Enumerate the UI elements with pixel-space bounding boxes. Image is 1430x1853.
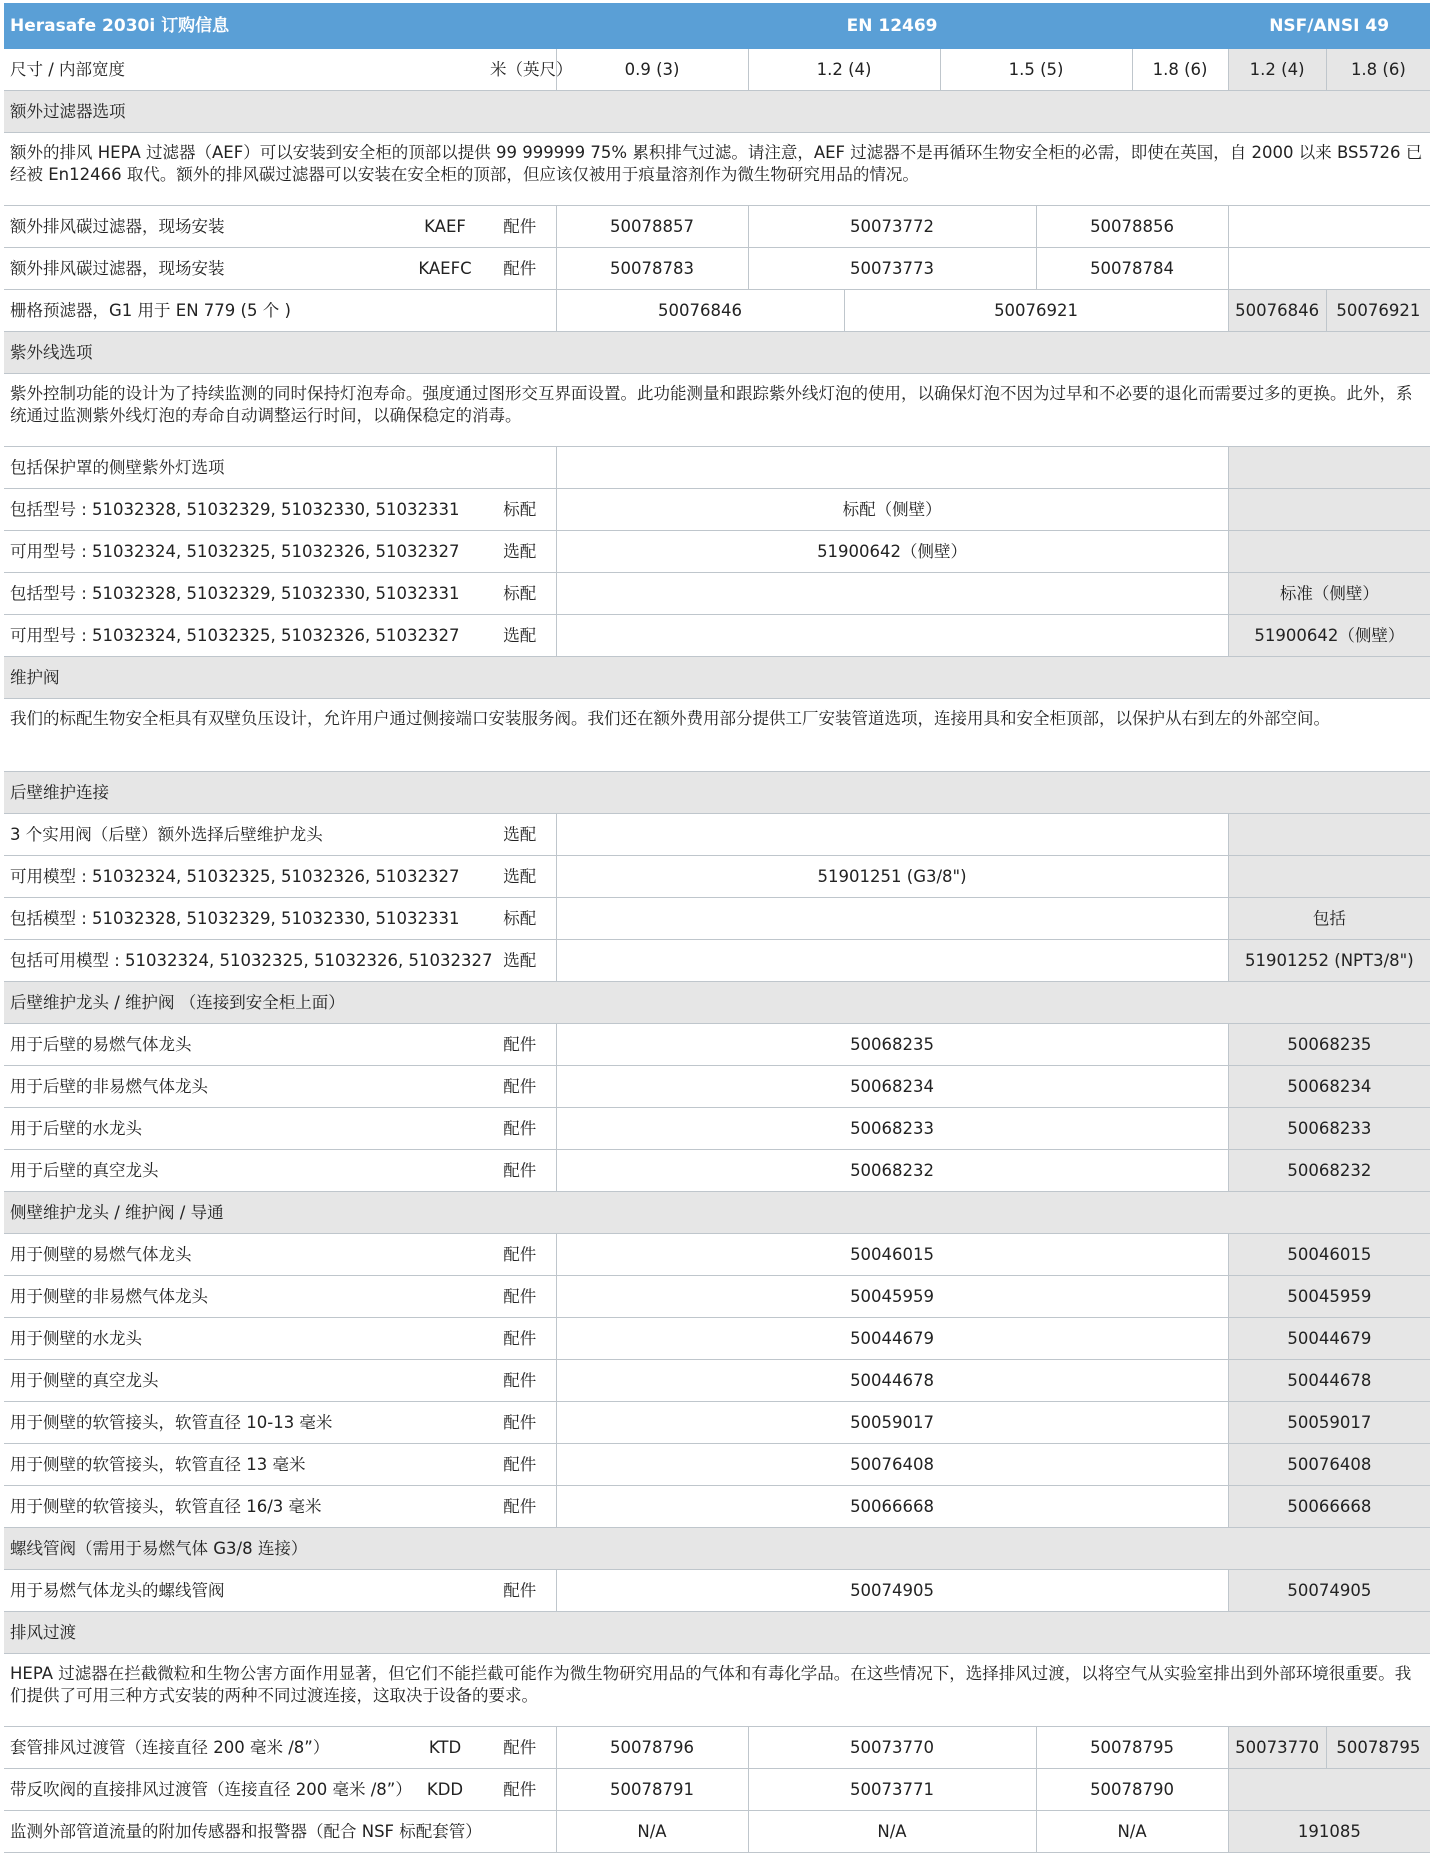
item-label: 可用模型 : 51032324, 51032325, 51032326, 51032327 [4,856,484,898]
item-label: 用于侧壁的软管接头，软管直径 13 毫米 [4,1444,484,1486]
nsf-value: 标准（侧壁） [1228,573,1430,615]
nsf-value: 50045959 [1228,1276,1430,1318]
en-value: 50059017 [556,1402,1228,1444]
item-type: 配件 [484,1024,556,1066]
en-value: 50068235 [556,1024,1228,1066]
nsf-value: 50068235 [1228,1024,1430,1066]
table-row [4,615,1430,657]
item-code: KAEFC [406,248,484,290]
table-row [4,814,1430,856]
size-unit: 米（英尺） [484,49,556,91]
section-heading [4,772,1430,814]
item-label: 包括型号 : 51032328, 51032329, 51032330, 51032331 [4,573,484,615]
section-title: 螺线管阀（需用于易燃气体 G3/8 连接） [4,1528,1430,1570]
table-row [4,1486,1430,1528]
table-row [4,1769,1430,1811]
item-code: KTD [406,1727,484,1769]
section-heading [4,982,1430,1024]
size-value: 1.5 (5) [940,49,1132,91]
size-value: 1.2 (4) [1228,49,1326,91]
item-type: 选配 [484,856,556,898]
en-value: 51900642（侧壁） [556,531,1228,573]
en-value [556,814,1228,856]
size-value: 1.8 (6) [1132,49,1228,91]
part-number: 50076846 [556,290,844,332]
en-value: 50044678 [556,1360,1228,1402]
item-label: 用于后壁的非易燃气体龙头 [4,1066,484,1108]
en-value: 50044679 [556,1318,1228,1360]
item-type: 选配 [484,615,556,657]
item-type: 配件 [484,1486,556,1528]
item-label: 用于侧壁的软管接头，软管直径 10-13 毫米 [4,1402,484,1444]
nsf-value: 50068233 [1228,1108,1430,1150]
part-number: 50078790 [1036,1769,1228,1811]
part-number: 50073771 [748,1769,1036,1811]
empty-cell [1228,206,1430,248]
table-row [4,1727,1430,1769]
part-number: 50076921 [844,290,1228,332]
item-code: KAEF [406,206,484,248]
part-number: N/A [748,1811,1036,1853]
table-row [4,1360,1430,1402]
section-description [4,1654,1430,1727]
table-row [4,1444,1430,1486]
item-label: 用于侧壁的水龙头 [4,1318,484,1360]
table-row [4,206,1430,248]
table-row [4,940,1430,982]
ordering-table [4,3,1430,1853]
item-type: 配件 [484,1402,556,1444]
description-text: 紫外控制功能的设计为了持续监测的同时保持灯泡寿命。强度通过图形交互界面设置。此功能测量和跟踪紫外线灯泡的使用，以确保灯泡不因为过早和不必要的退化而需要过多的更换。此外，系统通过监测紫外线灯泡的寿命自动调整运行时间，以确保稳定的消毒。 [4,374,1430,447]
item-label: 额外排风碳过滤器，现场安装 [4,206,406,248]
description-text: 额外的排风 HEPA 过滤器（AEF）可以安装到安全柜的顶部以提供 99 999999 75% 累积排气过滤。请注意，AEF 过滤器不是再循环生物安全柜的必需，即使在英国，自 2000 以来 BS5726 已经被 En12466 取代。额外的排风碳过滤器可以安装在安全柜的顶部，但应该仅被用于痕量溶剂作为微生物研究用品的情况。 [4,133,1430,206]
empty-cell [1228,248,1430,290]
item-type: 选配 [484,940,556,982]
en-value: 50068232 [556,1150,1228,1192]
section-title: 后壁维护龙头 / 维护阀 （连接到安全柜上面） [4,982,1430,1024]
en-value: 50074905 [556,1570,1228,1612]
en-value: 51901251 (G3/8") [556,856,1228,898]
nsf-value [1228,531,1430,573]
item-label: 可用型号 : 51032324, 51032325, 51032326, 51032327 [4,615,484,657]
item-type: 配件 [484,206,556,248]
item-label: 套管排风过渡管（连接直径 200 毫米 /8”） [4,1727,406,1769]
item-label: 用于易燃气体龙头的螺线管阀 [4,1570,484,1612]
item-label: 栅格预滤器，G1 用于 EN 779 (5 个 ) [4,290,556,332]
item-type: 配件 [484,1234,556,1276]
table-row [4,573,1430,615]
item-type: 配件 [484,1276,556,1318]
item-type: 配件 [484,1066,556,1108]
section-title: 排风过渡 [4,1612,1430,1654]
section-heading [4,1192,1430,1234]
size-label: 尺寸 / 内部宽度 [4,49,484,91]
part-number: 50078795 [1326,1727,1430,1769]
table-row [4,1402,1430,1444]
en-value: 50068233 [556,1108,1228,1150]
item-label: 包括模型 : 51032328, 51032329, 51032330, 51032331 [4,898,484,940]
table-row [4,856,1430,898]
item-label: 可用型号 : 51032324, 51032325, 51032326, 51032327 [4,531,484,573]
item-type: 配件 [484,1570,556,1612]
item-label: 用于后壁的真空龙头 [4,1150,484,1192]
item-label: 用于后壁的易燃气体龙头 [4,1024,484,1066]
part-number: 50073770 [1228,1727,1326,1769]
section-description [4,699,1430,772]
table-row [4,1570,1430,1612]
item-label: 包括保护罩的侧壁紫外灯选项 [4,447,556,489]
nsf-value: 51901252 (NPT3/8") [1228,940,1430,982]
en-value: 50066668 [556,1486,1228,1528]
item-type: 配件 [484,1318,556,1360]
empty-cell [1228,1769,1430,1811]
nsf-value: 包括 [1228,898,1430,940]
table-row [4,1234,1430,1276]
size-value: 1.2 (4) [748,49,940,91]
table-row [4,1108,1430,1150]
nsf-value: 50046015 [1228,1234,1430,1276]
en-value: 50076408 [556,1444,1228,1486]
item-label: 用于侧壁的非易燃气体龙头 [4,1276,484,1318]
table-row [4,1318,1430,1360]
item-label: 用于侧壁的真空龙头 [4,1360,484,1402]
nsf-value [1228,856,1430,898]
part-number: 50078795 [1036,1727,1228,1769]
nsf-value [1228,814,1430,856]
description-text: HEPA 过滤器在拦截微粒和生物公害方面作用显著，但它们不能拦截可能作为微生物研究用品的气体和有毒化学品。在这些情况下，选择排风过渡，以将空气从实验室排出到外部环境很重要。我们提供了可用三种方式安装的两种不同过渡连接，这取决于设备的要求。 [4,1654,1430,1727]
item-label: 监测外部管道流量的附加传感器和报警器（配合 NSF 标配套管） [4,1811,556,1853]
part-number: N/A [556,1811,748,1853]
table-row [4,898,1430,940]
item-type: 选配 [484,531,556,573]
header-row [4,3,1430,49]
table-row [4,447,1430,489]
item-label: 包括可用模型 : 51032324, 51032325, 51032326, 51032327 [4,940,484,982]
section-title: 额外过滤器选项 [4,91,1430,133]
nsf-value: 50066668 [1228,1486,1430,1528]
en-value [556,615,1228,657]
item-type: 配件 [484,1769,556,1811]
empty-cell [1228,447,1430,489]
size-value: 1.8 (6) [1326,49,1430,91]
nsf-standard-header: NSF/ANSI 49 [1228,3,1430,49]
item-type: 配件 [484,1108,556,1150]
description-text: 我们的标配生物安全柜具有双壁负压设计，允许用户通过侧接端口安装服务阀。我们还在额外费用部分提供工厂安装管道选项，连接用具和安全柜顶部，以保护从右到左的外部空间。 [4,699,1430,772]
item-type: 选配 [484,814,556,856]
table-row [4,1024,1430,1066]
item-type: 标配 [484,898,556,940]
en-value: 标配（侧壁） [556,489,1228,531]
item-type: 标配 [484,489,556,531]
part-number: 50073773 [748,248,1036,290]
nsf-value [1228,489,1430,531]
part-number: 50076846 [1228,290,1326,332]
section-heading [4,657,1430,699]
section-heading [4,1528,1430,1570]
en-value: 50045959 [556,1276,1228,1318]
table-row [4,248,1430,290]
section-title: 后壁维护连接 [4,772,1430,814]
nsf-value: 50044679 [1228,1318,1430,1360]
section-description [4,133,1430,206]
table-row [4,489,1430,531]
nsf-value: 50074905 [1228,1570,1430,1612]
en-value [556,940,1228,982]
part-number: 50078796 [556,1727,748,1769]
en-value [556,898,1228,940]
nsf-value: 50068232 [1228,1150,1430,1192]
item-label: 用于后壁的水龙头 [4,1108,484,1150]
en-value: 50046015 [556,1234,1228,1276]
part-number: 50078857 [556,206,748,248]
empty-cell [556,447,1228,489]
nsf-value: 50059017 [1228,1402,1430,1444]
part-number: 50078783 [556,248,748,290]
part-number: N/A [1036,1811,1228,1853]
item-type: 配件 [484,1150,556,1192]
en-value: 50068234 [556,1066,1228,1108]
item-label: 包括型号 : 51032328, 51032329, 51032330, 51032331 [4,489,484,531]
item-type: 配件 [484,1444,556,1486]
part-number: 50076921 [1326,290,1430,332]
nsf-value: 50044678 [1228,1360,1430,1402]
item-type: 配件 [484,1727,556,1769]
table-row [4,290,1430,332]
nsf-value: 50068234 [1228,1066,1430,1108]
page-title: Herasafe 2030i 订购信息 [4,3,556,49]
en-value [556,573,1228,615]
part-number: 50073772 [748,206,1036,248]
size-row [4,49,1430,91]
item-type: 配件 [484,248,556,290]
section-heading [4,1612,1430,1654]
size-value: 0.9 (3) [556,49,748,91]
part-number: 50078856 [1036,206,1228,248]
part-number: 191085 [1228,1811,1430,1853]
item-code: KDD [406,1769,484,1811]
table-row [4,1066,1430,1108]
part-number: 50073770 [748,1727,1036,1769]
table-row [4,1811,1430,1853]
item-label: 带反吹阀的直接排风过渡管（连接直径 200 毫米 /8”） [4,1769,406,1811]
item-label: 用于侧壁的软管接头，软管直径 16/3 毫米 [4,1486,484,1528]
en-standard-header: EN 12469 [556,3,1228,49]
part-number: 50078791 [556,1769,748,1811]
section-heading [4,332,1430,374]
section-title: 紫外线选项 [4,332,1430,374]
item-type: 标配 [484,573,556,615]
section-description [4,374,1430,447]
section-title: 侧壁维护龙头 / 维护阀 / 导通 [4,1192,1430,1234]
section-title: 维护阀 [4,657,1430,699]
item-label: 3 个实用阀（后壁）额外选择后壁维护龙头 [4,814,484,856]
section-heading [4,91,1430,133]
item-label: 额外排风碳过滤器，现场安装 [4,248,406,290]
part-number: 50078784 [1036,248,1228,290]
nsf-value: 50076408 [1228,1444,1430,1486]
table-row [4,1276,1430,1318]
table-row [4,531,1430,573]
item-label: 用于侧壁的易燃气体龙头 [4,1234,484,1276]
table-row [4,1150,1430,1192]
nsf-value: 51900642（侧壁） [1228,615,1430,657]
item-type: 配件 [484,1360,556,1402]
